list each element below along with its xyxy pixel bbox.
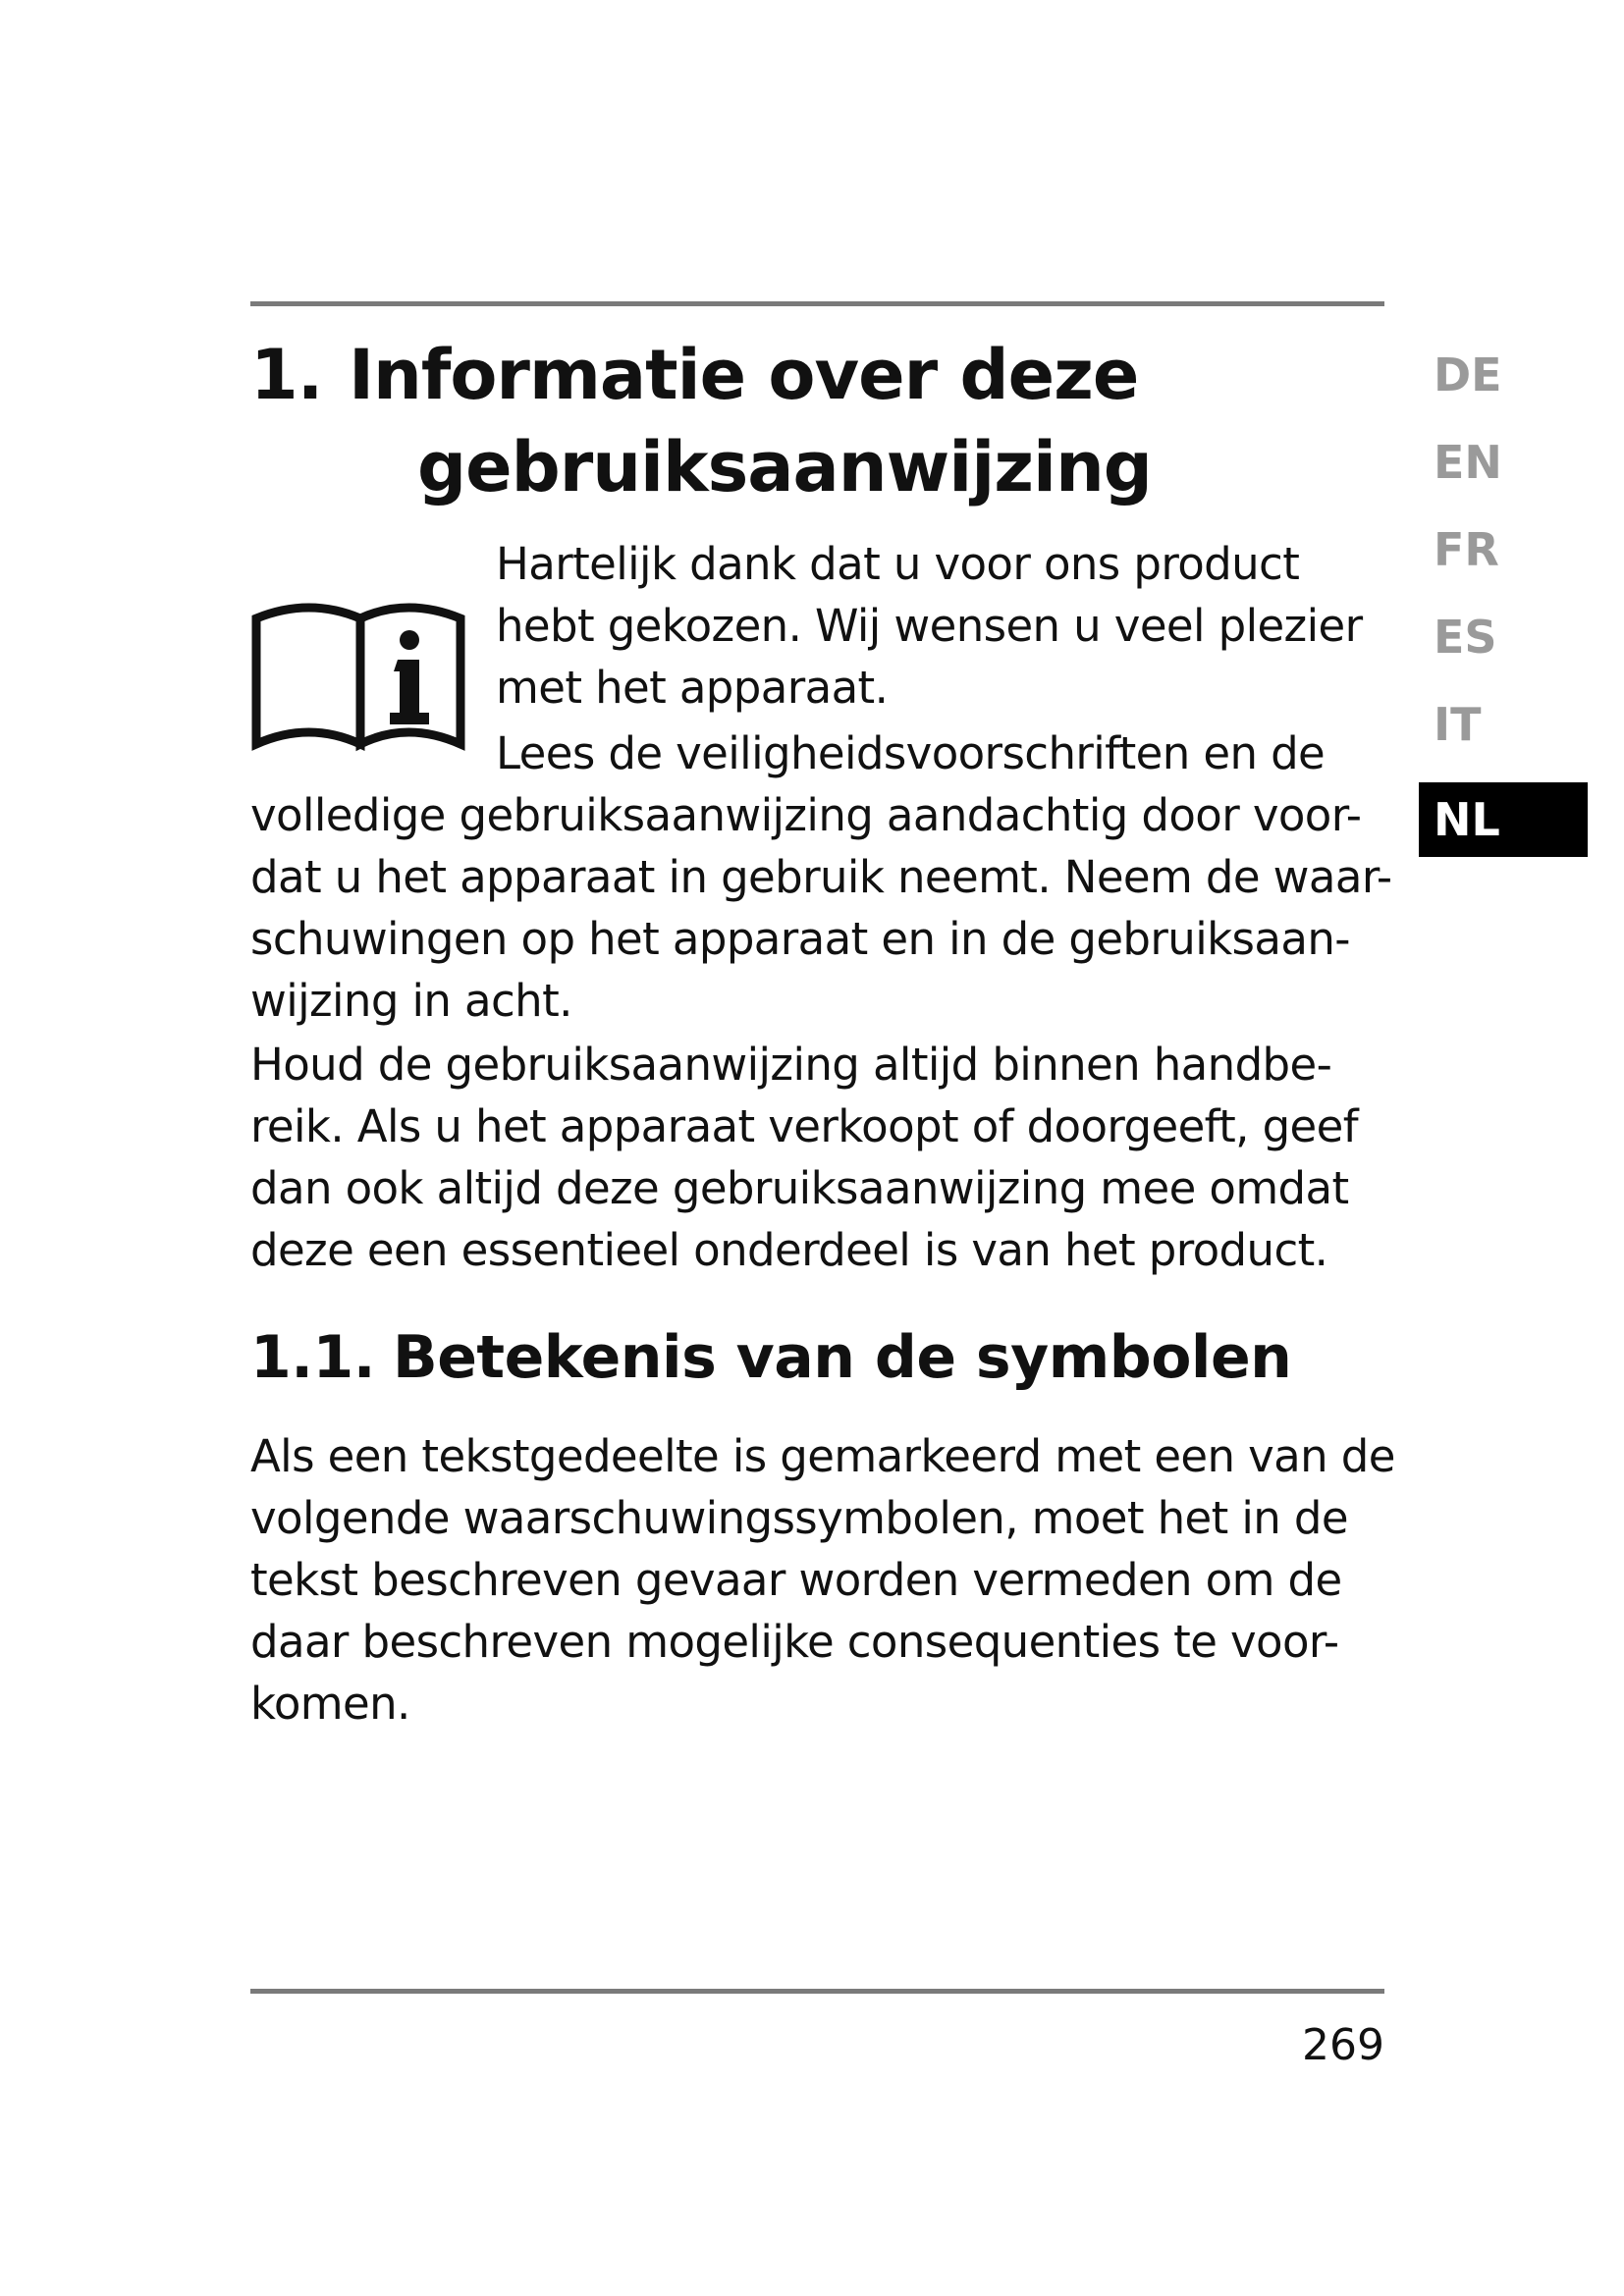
section-title-line-2: gebruiksaanwijzing xyxy=(417,427,1152,507)
text-line: hebt gekozen. Wij wensen u veel plezier xyxy=(496,600,1363,652)
subsection-number: 1.1. xyxy=(250,1323,376,1392)
symbols-paragraph xyxy=(250,1425,1395,1735)
text-line: daar beschreven mogelijke consequenties te voor- xyxy=(250,1616,1339,1668)
page-number: 269 xyxy=(1302,2020,1384,2070)
text-line: volgende waarschuwingssymbolen, moet het in de xyxy=(250,1492,1348,1544)
top-rule xyxy=(250,301,1384,306)
section-heading-1 xyxy=(250,329,1330,513)
text-line: deze een essentieel onderdeel is van het product. xyxy=(250,1224,1328,1276)
text-line: met het apparaat. xyxy=(496,662,889,714)
language-tab-nl-active[interactable]: NL xyxy=(1419,782,1588,857)
language-tab-de[interactable]: DE xyxy=(1434,348,1502,401)
language-tab-it[interactable]: IT xyxy=(1434,698,1482,751)
text-line: tekst beschreven gevaar worden vermeden om de xyxy=(250,1554,1342,1606)
read-instructions-paragraph xyxy=(250,722,1392,1032)
keep-manual-paragraph xyxy=(250,1034,1384,1281)
section-title-line-1: Informatie over deze xyxy=(349,335,1139,415)
text-line: komen. xyxy=(250,1678,410,1730)
text-line: Lees de veiligheidsvoorschriften en de xyxy=(496,727,1326,779)
language-tab-en[interactable]: EN xyxy=(1434,436,1502,489)
language-tab-fr[interactable]: FR xyxy=(1434,523,1499,576)
language-tab-es[interactable]: ES xyxy=(1434,611,1497,664)
text-line: Houd de gebruiksaanwijzing altijd binnen handbe- xyxy=(250,1039,1332,1091)
language-tabs xyxy=(1419,342,1588,857)
intro-paragraph xyxy=(496,533,1380,719)
text-line: reik. Als u het apparaat verkoopt of doorgeeft, geef xyxy=(250,1100,1358,1152)
text-line: volledige gebruiksaanwijzing aandachtig door voor- xyxy=(250,789,1362,841)
text-line: dan ook altijd deze gebruiksaanwijzing mee omdat xyxy=(250,1162,1349,1214)
text-line: Als een tekstgedeelte is gemarkeerd met een van de xyxy=(250,1430,1395,1482)
text-line: dat u het apparaat in gebruik neemt. Neem de waar- xyxy=(250,851,1392,903)
text-line: schuwingen op het apparaat en in de gebruiksaan- xyxy=(250,913,1350,965)
text-line: Hartelijk dank dat u voor ons product xyxy=(496,538,1300,590)
bottom-rule xyxy=(250,1989,1384,1994)
subsection-heading xyxy=(250,1318,1384,1397)
section-number: 1. xyxy=(250,335,323,415)
subsection-title: Betekenis van de symbolen xyxy=(393,1323,1292,1392)
text-line: wijzing in acht. xyxy=(250,975,572,1027)
